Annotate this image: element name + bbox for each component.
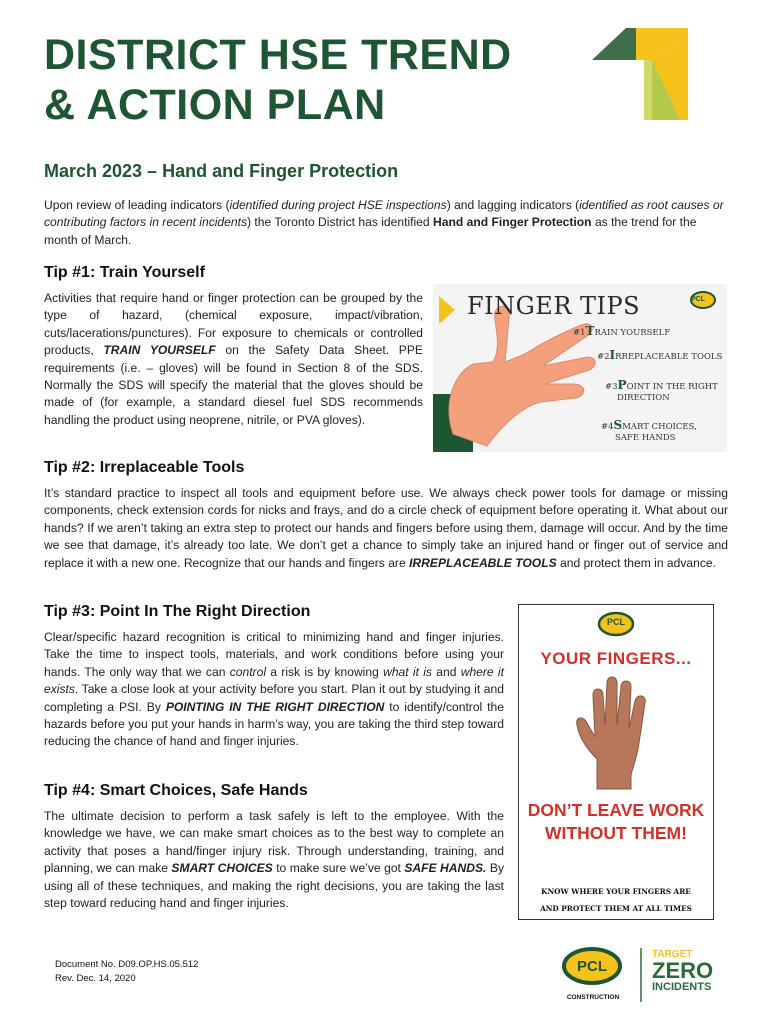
page-title (44, 30, 604, 130)
footer-construction-label: CONSTRUCTION (566, 994, 620, 1001)
pcl-logo-icon: PCL (691, 296, 705, 303)
tip4-heading: Tip #4: Smart Choices, Safe Hands (44, 782, 308, 799)
corner-logo-icon (592, 28, 688, 120)
poster-message: DON’T LEAVE WORK WITHOUT THEM! (527, 800, 705, 843)
document-number: Document No. D09.OP.HS.05.512 (55, 959, 199, 970)
tip2-heading: Tip #2: Irreplaceable Tools (44, 459, 245, 476)
tip3-paragraph: Clear/specific hazard recognition is critical to minimizing hand and finger injuries. Take the time to inspect tools, materials, and work conditions before using your hands. The only way that we can control a risk is by knowing what it is and where it exists. Take a close look at your activity before you start. Plan it out by studying it and completing a PSI. By POINTING IN THE RIGHT DIRECTION to identify/control the hazards before you put your hands in harm’s way, you are taking the third step toward reducing the chance of hand and finger injuries. (44, 630, 504, 749)
finger-tips-title: FINGER TIPS (467, 292, 641, 320)
tip1-heading: Tip #1: Train Yourself (44, 264, 205, 281)
poster-footer: KNOW WHERE YOUR FINGERS ARE AND PROTECT THEM AT ALL TIMES (540, 887, 692, 913)
subtitle: March 2023 – Hand and Finger Protection (44, 161, 399, 181)
intro-paragraph: Upon review of leading indicators (identified during project HSE inspections) and lagging indicators (identified as root causes or contributing factors in recent incidents) the Toronto District has identified Hand and Finger Protection as the trend for the month of March. (44, 198, 724, 247)
tip4-paragraph: The ultimate decision to perform a task safely is left to the employee. With the knowledge we have, we can make smart choices as to the best way to complete an activity that poses a hand/finger injury risk. Through understanding, training, and planning, we can make SMART CHOICES to make sure we’ve got SAFE HANDS. By using all of these techniques, and making the right decisions, you are taking the last step toward reducing hand and finger injuries. (44, 809, 504, 911)
finger-tip-1: #1TRAIN YOURSELF (573, 324, 671, 338)
safety-poster (518, 604, 714, 920)
footer-pcl-label: PCL (577, 958, 607, 975)
finger-tip-4: #4SMART CHOICES, SAFE HANDS (601, 418, 697, 443)
raised-hand-icon (573, 673, 661, 791)
document-info (55, 958, 198, 986)
poster-pcl-label: PCL (607, 617, 625, 627)
tip1-paragraph: Activities that require hand or finger protection can be grouped by the type of hazard, (chemical exposure, impact/vibration, cuts/lacerations/punctures). For exposure to chemicals or controlled products, TRAIN YOURSELF on the Safety Data Sheet. PPE requirements (i.e. – gloves) will be found in Section 8 of the SDS. Normally the SDS will specify the material that the gloves should be made of (for example, a standard diesel fuel SDS recommends handling the product using neoprene, nitrile, or PVA gloves). (44, 291, 423, 427)
tip2-paragraph: It’s standard practice to inspect all tools and equipment before use. We always check power tools for damage or missing components, check extension cords for nicks and frays, and do a circle check of equipment before operating it. What about our hands? If we aren’t taking an extra step to protect our hands and fingers before using them, damage will occur. And by the time we see that damage, it’s already too late. We don’t get a chance to simply take an injured hand or finger out of service and replace it with a new one. Recognize that our hands and fingers are IRREPLACEABLE TOOLS and protect them in advance. (44, 486, 728, 570)
finger-tip-2: #2IRREPLACEABLE TOOLS (597, 348, 723, 362)
title-line-1: DISTRICT HSE TREND (44, 31, 512, 79)
title-line-2: & ACTION PLAN (44, 81, 386, 129)
poster-title: YOUR FINGERS... (540, 649, 692, 668)
finger-tip-3: #3POINT IN THE RIGHT DIRECTION (605, 378, 718, 403)
document-revision: Rev. Dec. 14, 2020 (55, 973, 136, 984)
finger-tips-graphic (433, 284, 727, 452)
tip3-heading: Tip #3: Point In The Right Direction (44, 603, 311, 620)
target-zero-logo: TARGET ZERO INCIDENTS (652, 949, 714, 993)
